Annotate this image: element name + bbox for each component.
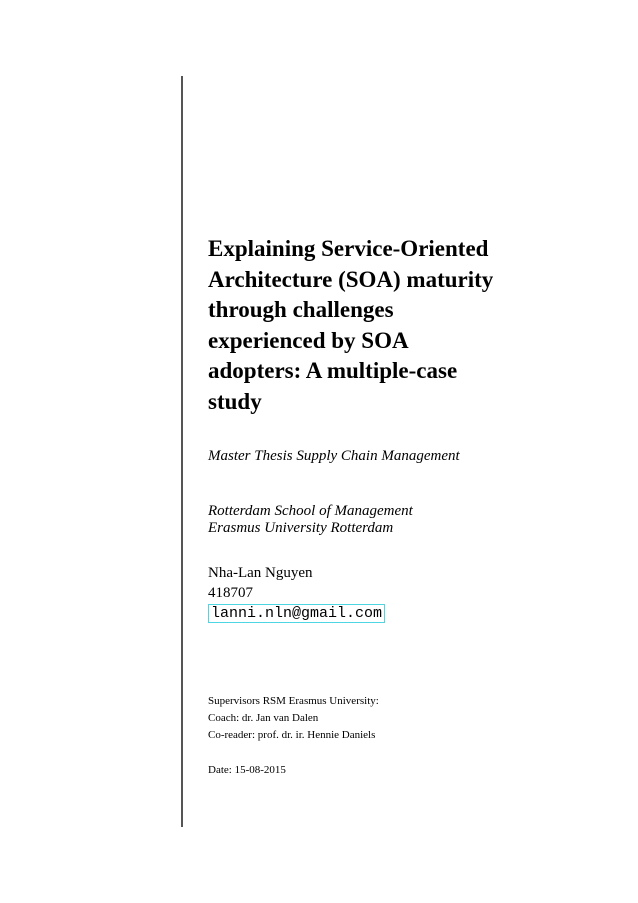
- author-name: Nha-Lan Nguyen: [208, 565, 313, 581]
- thesis-subtitle: Master Thesis Supply Chain Management: [208, 448, 460, 464]
- student-number: 418707: [208, 585, 253, 601]
- school-name: Rotterdam School of Management: [208, 503, 413, 519]
- coach-line: Coach: dr. Jan van Dalen: [208, 712, 319, 724]
- email-link[interactable]: lanni.nln@gmail.com: [208, 604, 385, 623]
- institution-block: [208, 503, 568, 537]
- university-name: Erasmus University Rotterdam: [208, 520, 394, 536]
- vertical-rule: [181, 76, 183, 827]
- supervisors-block: [208, 693, 568, 744]
- title-page-content: [208, 234, 568, 777]
- coreader-line: Co-reader: prof. dr. ir. Hennie Daniels: [208, 729, 376, 741]
- thesis-title: Explaining Service-Oriented Architecture (SOA) maturity through challenges experienced by SOA adopters: A multiple-case study: [208, 236, 494, 414]
- submission-date: Date: 15-08-2015: [208, 764, 286, 776]
- author-block: [208, 563, 568, 623]
- supervisors-heading: Supervisors RSM Erasmus University:: [208, 695, 379, 707]
